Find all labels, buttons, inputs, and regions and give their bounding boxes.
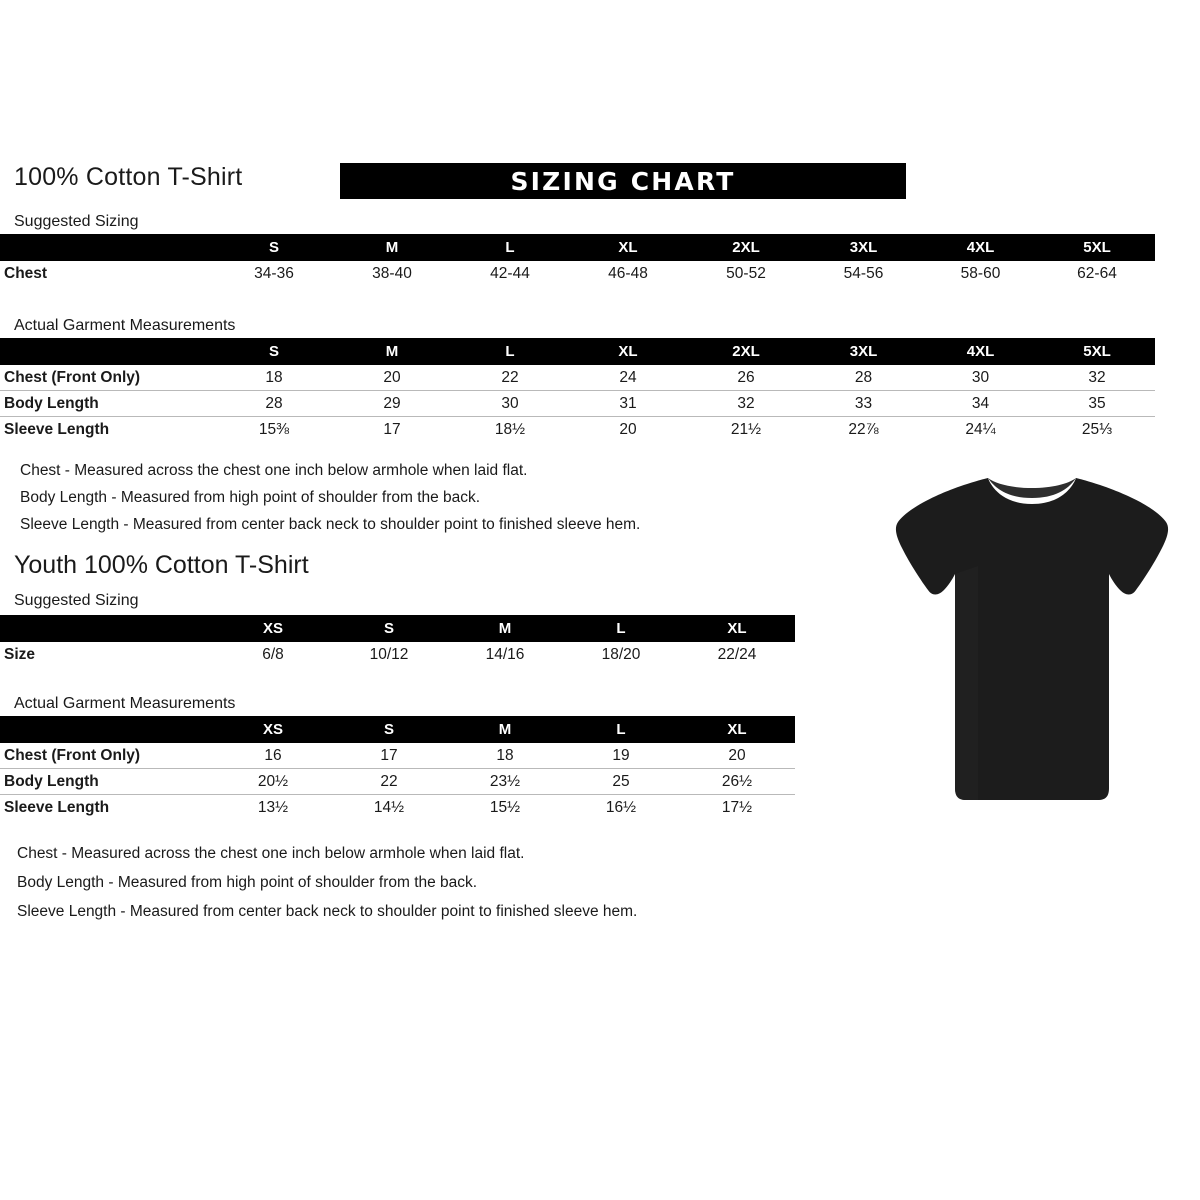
table-cell: 32 <box>1039 365 1155 391</box>
row-label: Chest (Front Only) <box>0 365 215 391</box>
youth-suggested-sizing-label: Suggested Sizing <box>14 592 139 609</box>
table-cell: 25 <box>563 769 679 795</box>
table-cell: 14½ <box>373 799 405 816</box>
column-header: L <box>563 716 679 743</box>
table-cell: 24¼ <box>965 421 996 438</box>
column-header: 2XL <box>687 338 805 365</box>
column-header: S <box>331 615 447 642</box>
column-header <box>0 615 215 642</box>
table-row <box>0 261 1155 286</box>
row-label: Sleeve Length <box>4 421 110 438</box>
column-header: L <box>451 338 569 365</box>
table-cell: 17 <box>383 421 401 438</box>
youth-actual-measurements-label: Actual Garment Measurements <box>14 695 236 712</box>
row-label: Sleeve Length <box>4 799 110 816</box>
adult-section-title: 100% Cotton T-Shirt <box>14 163 243 191</box>
table-cell: 46-48 <box>608 265 648 282</box>
table-cell: 23½ <box>447 769 563 795</box>
table-cell: 26 <box>687 365 805 391</box>
table-cell: 30 <box>451 391 569 417</box>
table-header-row <box>0 716 795 743</box>
column-header: XL <box>679 716 795 743</box>
table-cell: 25⅓ <box>1081 421 1113 438</box>
youth-suggested-sizing-table <box>0 615 795 667</box>
column-header: 3XL <box>805 234 922 261</box>
table-cell: 31 <box>569 391 687 417</box>
column-header: S <box>215 234 333 261</box>
table-cell: 15⅜ <box>258 421 290 438</box>
table-cell: 34 <box>922 391 1039 417</box>
column-header: 2XL <box>687 234 805 261</box>
table-cell: 17 <box>331 743 447 769</box>
column-header: XS <box>215 716 331 743</box>
column-header: S <box>215 338 333 365</box>
table-cell: 28 <box>215 391 333 417</box>
table-cell: 13½ <box>257 799 289 816</box>
adult-suggested-sizing-label: Suggested Sizing <box>14 213 139 230</box>
row-label: Body Length <box>0 769 215 795</box>
table-cell: 20 <box>333 365 451 391</box>
table-cell: 28 <box>805 365 922 391</box>
column-header: M <box>447 615 563 642</box>
table-header-row <box>0 338 1155 365</box>
sizing-chart-banner-title: SIZING CHART <box>510 167 736 196</box>
table-header-row <box>0 234 1155 261</box>
table-cell: 17½ <box>721 799 753 816</box>
table-row <box>0 642 795 667</box>
table-cell: 22 <box>331 769 447 795</box>
adult-note-body-length: Body Length - Measured from high point of shoulder from the back. <box>20 489 481 506</box>
table-cell: 18/20 <box>601 646 641 663</box>
table-cell: 38-40 <box>372 265 412 282</box>
sizing-chart-banner <box>340 163 906 199</box>
adult-actual-measurements-label: Actual Garment Measurements <box>14 317 236 334</box>
column-header: M <box>333 234 451 261</box>
youth-section-title: Youth 100% Cotton T-Shirt <box>14 551 309 579</box>
adult-note-sleeve-length: Sleeve Length - Measured from center back neck to shoulder point to finished sleeve hem. <box>20 516 641 533</box>
column-header: 4XL <box>922 338 1039 365</box>
column-header: L <box>451 234 569 261</box>
t-shirt-illustration <box>892 470 1172 810</box>
t-shirt-icon <box>892 470 1172 810</box>
adult-actual-measurements-table <box>0 338 1155 442</box>
table-cell: 35 <box>1039 391 1155 417</box>
table-cell: 32 <box>687 391 805 417</box>
table-cell: 54-56 <box>843 265 884 282</box>
table-cell: 42-44 <box>490 265 530 282</box>
table-cell: 24 <box>569 365 687 391</box>
column-header <box>0 234 215 261</box>
adult-note-chest: Chest - Measured across the chest one inch below armhole when laid flat. <box>20 462 528 479</box>
column-header: 4XL <box>922 234 1039 261</box>
table-cell: 29 <box>333 391 451 417</box>
youth-note-sleeve-length: Sleeve Length - Measured from center back neck to shoulder point to finished sleeve hem. <box>17 903 638 920</box>
column-header: S <box>331 716 447 743</box>
youth-actual-measurements-table <box>0 716 795 820</box>
table-cell: 26½ <box>679 769 795 795</box>
column-header: 3XL <box>805 338 922 365</box>
youth-note-chest: Chest - Measured across the chest one inch below armhole when laid flat. <box>17 845 525 862</box>
column-header: 5XL <box>1039 234 1155 261</box>
row-label: Chest (Front Only) <box>0 743 215 769</box>
table-cell: 16 <box>215 743 331 769</box>
column-header: 5XL <box>1039 338 1155 365</box>
table-cell: 19 <box>563 743 679 769</box>
table-cell: 20½ <box>215 769 331 795</box>
table-row <box>0 743 795 769</box>
column-header: XS <box>215 615 331 642</box>
column-header <box>0 338 215 365</box>
table-cell: 62-64 <box>1077 265 1117 282</box>
youth-note-body-length: Body Length - Measured from high point of shoulder from the back. <box>17 874 478 891</box>
table-cell: 22⅞ <box>848 421 879 438</box>
table-row <box>0 417 1155 443</box>
table-header-row <box>0 615 795 642</box>
table-cell: 18 <box>215 365 333 391</box>
table-cell: 30 <box>922 365 1039 391</box>
table-cell: 14/16 <box>485 646 525 663</box>
column-header: XL <box>679 615 795 642</box>
row-label: Body Length <box>0 391 215 417</box>
table-cell: 33 <box>805 391 922 417</box>
table-cell: 22 <box>451 365 569 391</box>
table-row <box>0 391 1155 417</box>
table-cell: 10/12 <box>369 646 409 663</box>
table-cell: 18½ <box>494 421 526 438</box>
table-cell: 22/24 <box>717 646 757 663</box>
row-label: Size <box>4 646 36 663</box>
column-header <box>0 716 215 743</box>
table-cell: 58-60 <box>960 265 1001 282</box>
column-header: XL <box>569 234 687 261</box>
table-row <box>0 795 795 821</box>
adult-suggested-sizing-table <box>0 234 1155 286</box>
column-header: L <box>563 615 679 642</box>
table-cell: 20 <box>619 421 637 438</box>
column-header: M <box>447 716 563 743</box>
table-cell: 16½ <box>605 799 637 816</box>
table-cell: 50-52 <box>726 265 766 282</box>
table-cell: 21½ <box>730 421 762 438</box>
table-row <box>0 769 795 795</box>
table-cell: 18 <box>447 743 563 769</box>
table-cell: 34-36 <box>254 265 294 282</box>
column-header: XL <box>569 338 687 365</box>
column-header: M <box>333 338 451 365</box>
table-cell: 20 <box>679 743 795 769</box>
table-cell: 6/8 <box>262 646 284 663</box>
table-cell: 15½ <box>489 799 521 816</box>
table-row <box>0 365 1155 391</box>
row-label: Chest <box>4 265 48 282</box>
